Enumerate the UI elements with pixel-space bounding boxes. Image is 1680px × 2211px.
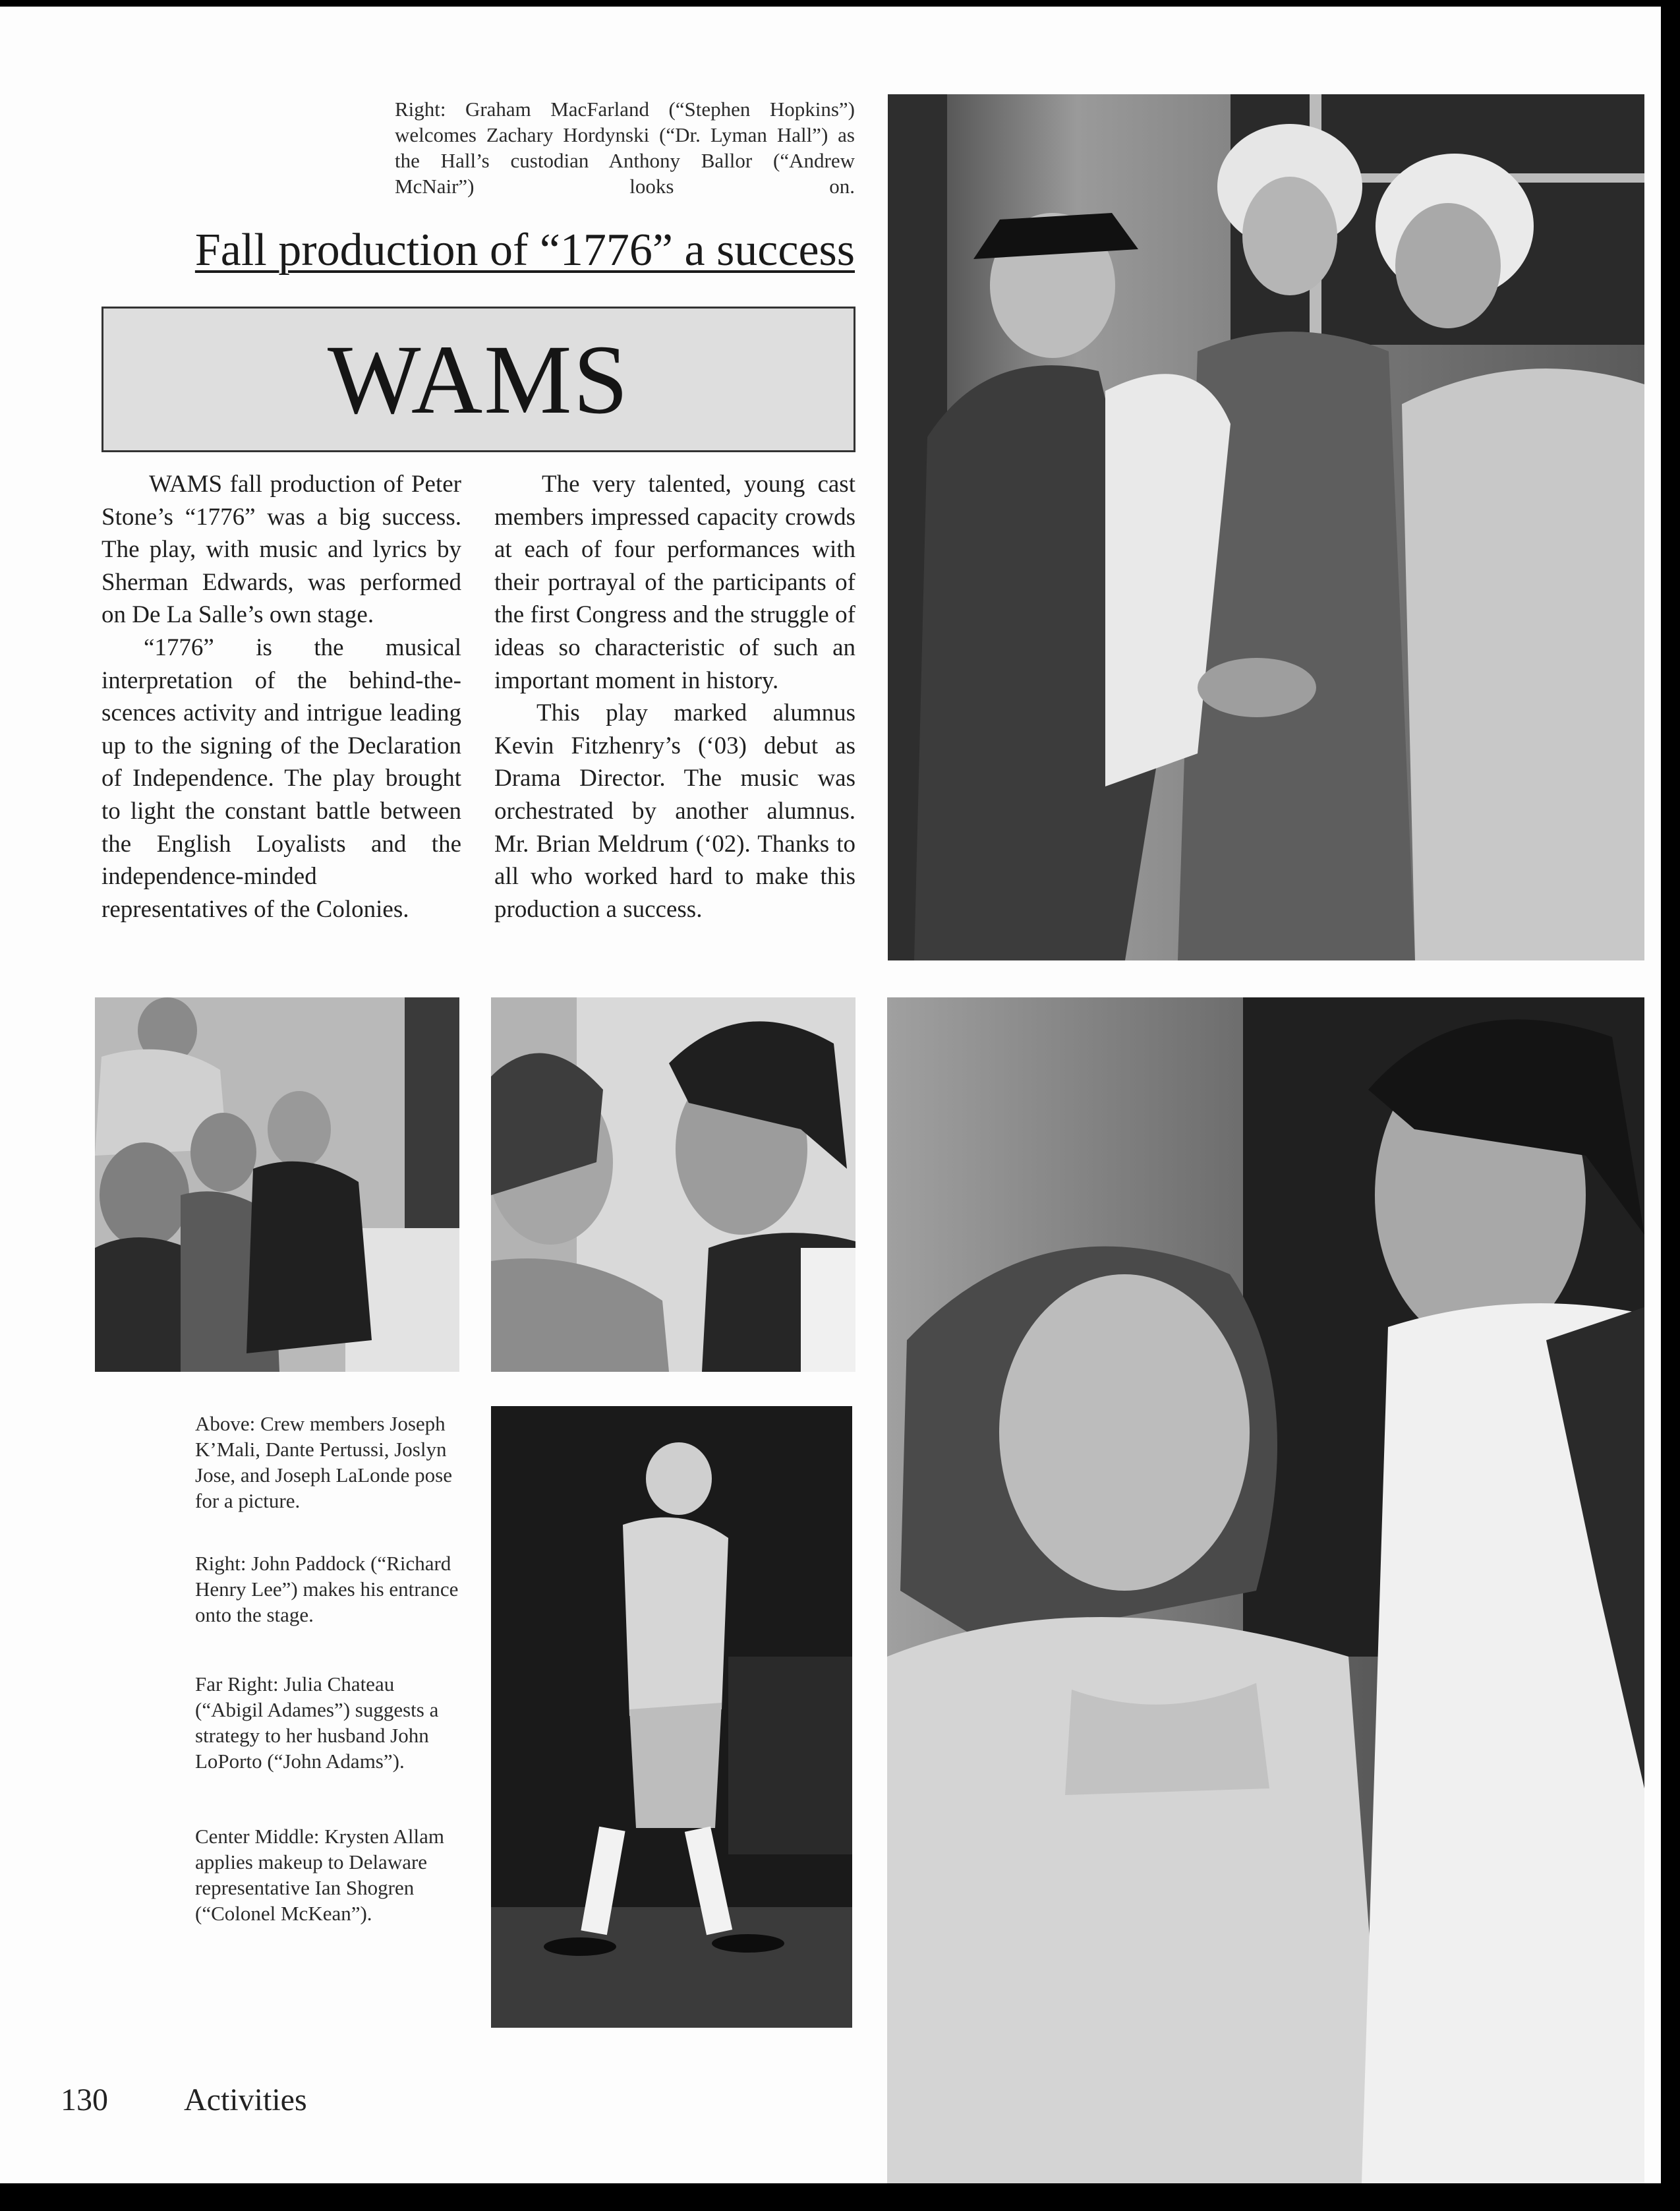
wams-banner [101,307,855,452]
photo-crew-members [95,997,459,1372]
photo-abigail-and-john-adams [887,997,1644,2183]
section-name: Activities [184,2082,307,2117]
article-paragraph: This play marked alumnus Kevin Fitzhenry’s (‘03) debut as Drama Director. The music was orchestrated by another alumnus. Mr. Brian Meldrum (‘02). Thanks to all who worked hard to make this production a success. [494,699,855,923]
article-paragraph: WAMS fall production of Peter Stone’s “1776” was a big success. The play, with music and lyrics by Sherman Edwards, was performed on De La Salle’s own stage. [101,471,461,629]
page-number: 130 [61,2082,108,2117]
banner-text: WAMS [327,324,630,434]
page-headline: Fall production of “1776” a success [194,225,855,276]
photo-stage-entrance [491,1406,852,2028]
caption-above: Above: Crew members Joseph K’Mali, Dante Pertussi, Joslyn Jose, and Joseph LaLonde pose for a picture. [195,1412,452,1512]
article-column-1 [101,468,461,926]
caption-far-right: Far Right: Julia Chateau (“Abigil Adames”) suggests a strategy to her husband John LoPorto (“John Adams”). [195,1672,439,1773]
article-paragraph: “1776” is the musical interpretation of the behind-the-scences activity and intrigue leading up to the signing of the Declaration of Independence. The play brought to light the constant battle between the English Loyalists and the independence-minded representatives of the Colonies. [101,634,461,923]
yearbook-page [0,7,1661,2183]
caption-center-middle: Center Middle: Krysten Allam applies makeup to Delaware representative Ian Shogren (“Colonel McKean”). [195,1825,444,1925]
photo-makeup-application [491,997,855,1372]
caption-right: Right: John Paddock (“Richard Henry Lee”) makes his entrance onto the stage. [195,1552,459,1626]
article-paragraph: The very talented, young cast members impressed capacity crowds at each of four performances with their portrayal of the participants of the first Congress and the struggle of ideas so characteristic of such an important moment in history. [494,471,855,694]
photo-handshake-scene [888,94,1644,960]
top-photo-caption: Right: Graham MacFarland (“Stephen Hopkins”) welcomes Zachary Hordynski (“Dr. Lyman Hall”) as the Hall’s custodian Anthony Ballor (“Andrew McNair”) looks on. [395,98,855,198]
article-column-2 [494,468,855,926]
